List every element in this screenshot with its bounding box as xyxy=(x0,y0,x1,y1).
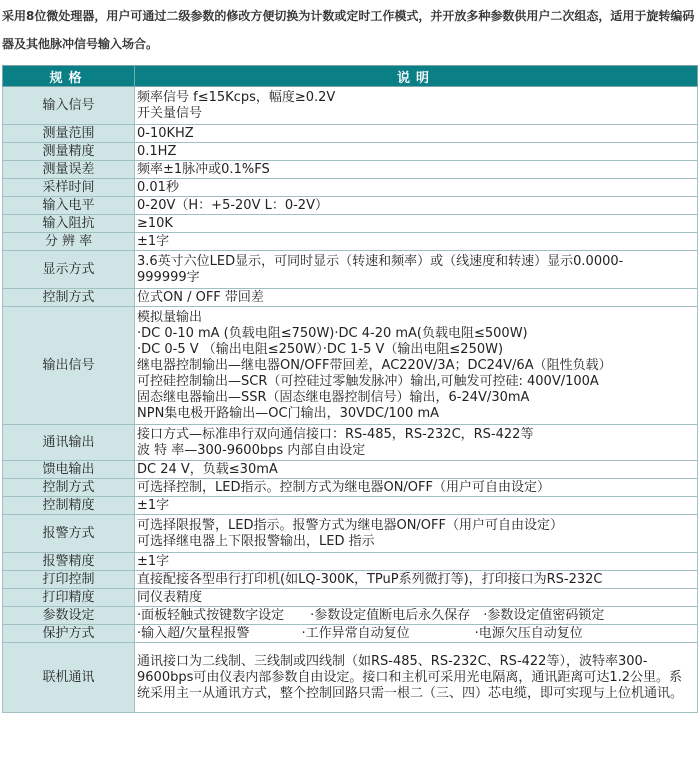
spec-value-cell xyxy=(135,497,698,515)
spec-value-cell xyxy=(135,643,698,713)
spec-key-cell: 报警方式 xyxy=(3,515,135,553)
spec-key-cell: 保护方式 xyxy=(3,625,135,643)
table-row xyxy=(3,179,698,197)
spec-key-cell: 参数设定 xyxy=(3,607,135,625)
spec-value-cell xyxy=(135,179,698,197)
spec-table-body xyxy=(3,87,698,713)
spec-key-cell: 输入阻抗 xyxy=(3,215,135,233)
spec-value-line: ·输入超/欠量程报警 ·工作异常自动复位 ·电源欠压自动复位 xyxy=(137,625,583,641)
spec-value-cell xyxy=(135,307,698,425)
spec-key-cell: 控制方式 xyxy=(3,479,135,497)
spec-value-line: ±1字 xyxy=(137,233,170,249)
spec-key-cell: 控制方式 xyxy=(3,289,135,307)
spec-value-line: NPN集电极开路输出—OC门输出，30VDC/100 mA xyxy=(137,405,440,421)
table-row xyxy=(3,289,698,307)
spec-value-line: 开关量信号 xyxy=(137,105,203,121)
table-row xyxy=(3,515,698,553)
table-row xyxy=(3,251,698,289)
spec-value-cell xyxy=(135,425,698,461)
table-row xyxy=(3,643,698,713)
spec-key-cell: 通讯输出 xyxy=(3,425,135,461)
spec-value-line: 可选择控制，LED指示。控制方式为继电器ON/OFF（用户可自由设定） xyxy=(137,479,550,495)
spec-value-line: 位式ON / OFF 带回差 xyxy=(137,289,264,305)
table-row xyxy=(3,625,698,643)
table-row xyxy=(3,479,698,497)
spec-key-cell: 输入电平 xyxy=(3,197,135,215)
spec-value-cell xyxy=(135,571,698,589)
spec-value-line: 直接配接各型串行打印机(如LQ-300K，TPuP系列微打等)，打印接口为RS-232C xyxy=(137,571,603,587)
spec-value-line: ±1字 xyxy=(137,497,170,513)
table-header-row xyxy=(3,66,698,87)
table-row xyxy=(3,125,698,143)
table-row xyxy=(3,307,698,425)
table-row xyxy=(3,607,698,625)
spec-value-line: ·面板轻触式按键数字设定 ·参数设定值断电后永久保存 ·参数设定值密码锁定 xyxy=(137,607,605,623)
table-row xyxy=(3,233,698,251)
spec-value-cell xyxy=(135,161,698,179)
spec-value-cell xyxy=(135,479,698,497)
header-desc: 说明 xyxy=(135,66,698,87)
spec-value-line: ≥10K xyxy=(137,215,173,231)
spec-value-cell xyxy=(135,87,698,125)
spec-key-cell: 控制精度 xyxy=(3,497,135,515)
spec-value-line: 0-10KHZ xyxy=(137,125,194,141)
spec-value-line: 频率信号 f≤15Kcps，幅度≥0.2V xyxy=(137,89,336,105)
spec-value-line: 波 特 率—300-9600bps 内部自由设定 xyxy=(137,442,366,458)
spec-value-line: 0.1HZ xyxy=(137,143,177,159)
spec-key-cell: 报警精度 xyxy=(3,553,135,571)
spec-key-cell: 输入信号 xyxy=(3,87,135,125)
spec-value-line: 频率±1脉冲或0.1%FS xyxy=(137,161,270,177)
spec-key-cell: 打印控制 xyxy=(3,571,135,589)
table-row xyxy=(3,215,698,233)
spec-value-line: 模拟量输出 xyxy=(137,309,203,325)
spec-value-cell xyxy=(135,625,698,643)
table-row xyxy=(3,161,698,179)
spec-value-line: ·DC 0-10 mA (负载电阻≤750W)·DC 4-20 mA(负载电阻≤500W) xyxy=(137,325,528,341)
spec-table xyxy=(2,65,698,713)
spec-value-cell xyxy=(135,515,698,553)
table-row xyxy=(3,571,698,589)
spec-value-line: 3.6英寸六位LED显示，可同时显示（转速和频率）或（线速度和转速）显示0.0000- xyxy=(137,253,624,269)
table-row xyxy=(3,197,698,215)
spec-value-line: 同仪表精度 xyxy=(137,589,203,605)
spec-value-line: 固态继电器输出—SSR（固态继电器控制信号）输出，6-24V/30mA xyxy=(137,389,530,405)
spec-value-cell xyxy=(135,589,698,607)
spec-value-line: 接口方式—标准串行双向通信接口：RS-485，RS-232C，RS-422等 xyxy=(137,426,534,442)
spec-value-line: 0-20V（H：+5-20V L：0-2V） xyxy=(137,197,328,213)
intro-text: 采用8位微处理器，用户可通过二级参数的修改方便切换为计数或定时工作模式，并开放多种参数供用户二次组态，适用于旋转编码器及其他脉冲信号输入场合。 xyxy=(2,9,695,51)
spec-value-line: 999999字 xyxy=(137,269,200,285)
spec-value-line: 通讯接口为二线制、三线制或四线制（如RS-485、RS-232C、RS-422等），波特率300-9600bps可由仪表内部参数自由设定。接口和主机可采用光电隔离，通讯距离可达1.2公里。系统采用主一从通讯方式，整个控制回路只需一根二（三、四）芯电缆，即可实现与上位机通讯。 xyxy=(137,653,684,701)
spec-key-cell: 输出信号 xyxy=(3,307,135,425)
spec-key-cell: 测量精度 xyxy=(3,143,135,161)
spec-value-cell xyxy=(135,125,698,143)
spec-value-cell xyxy=(135,251,698,289)
spec-value-line: ·DC 0-5 V （输出电阻≤250W）·DC 1-5 V（输出电阻≤250W) xyxy=(137,341,504,357)
spec-key-cell: 联机通讯 xyxy=(3,643,135,713)
spec-value-cell xyxy=(135,215,698,233)
table-row xyxy=(3,589,698,607)
spec-key-cell: 显示方式 xyxy=(3,251,135,289)
spec-key-cell: 分 辨 率 xyxy=(3,233,135,251)
spec-key-cell: 测量误差 xyxy=(3,161,135,179)
spec-value-cell xyxy=(135,197,698,215)
spec-value-line: 可选择限报警，LED指示。报警方式为继电器ON/OFF（用户可自由设定） xyxy=(137,517,563,533)
spec-value-cell xyxy=(135,553,698,571)
table-row xyxy=(3,425,698,461)
spec-key-cell: 采样时间 xyxy=(3,179,135,197)
table-row xyxy=(3,497,698,515)
table-row xyxy=(3,553,698,571)
spec-key-cell: 馈电输出 xyxy=(3,461,135,479)
table-row xyxy=(3,461,698,479)
spec-value-cell xyxy=(135,461,698,479)
spec-key-cell: 打印精度 xyxy=(3,589,135,607)
spec-value-line: 继电器控制输出—继电器ON/OFF带回差，AC220V/3A；DC24V/6A（阻性负载） xyxy=(137,357,612,373)
spec-value-line: 可选择继电器上下限报警输出，LED 指示 xyxy=(137,533,375,549)
spec-value-cell xyxy=(135,607,698,625)
table-row xyxy=(3,143,698,161)
spec-value-cell xyxy=(135,233,698,251)
spec-value-line: 0.01秒 xyxy=(137,179,179,195)
spec-value-line: DC 24 V，负载≤30mA xyxy=(137,461,278,477)
header-spec: 规格 xyxy=(3,66,135,87)
spec-value-cell xyxy=(135,289,698,307)
spec-key-cell: 测量范围 xyxy=(3,125,135,143)
spec-value-line: ±1字 xyxy=(137,553,170,569)
table-row xyxy=(3,87,698,125)
spec-value-line: 可控硅控制输出—SCR（可控硅过零触发脉冲）输出,可触发可控硅: 400V/100A xyxy=(137,373,599,389)
spec-value-cell xyxy=(135,143,698,161)
